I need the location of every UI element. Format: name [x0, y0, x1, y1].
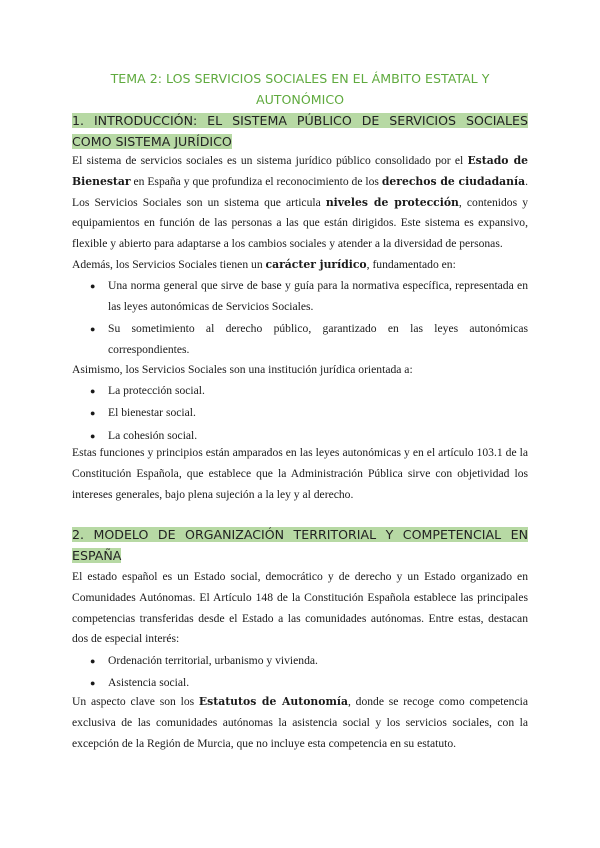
section-2-paragraph-1: El estado español es un Estado social, democrático y de derecho y un Estado organizado en Comunidades Autónomas. El Artículo 148 de la Constitución Española establece las principales competencias transferidas desde el Estado a las comunidades autónomas. Entre estas, destacan dos de especial interés:: [72, 570, 528, 646]
text-run: en España y que profundiza el reconocimiento de los: [130, 174, 382, 188]
section-1-heading-text: 1. INTRODUCCIÓN: EL SISTEMA PÚBLICO DE SERVICIOS SOCIALES COMO SISTEMA JURÍDICO: [72, 113, 528, 149]
bullet-icon: ●: [90, 678, 96, 689]
text-run: El sistema de servicios sociales es un sistema jurídico público consolidado por el: [72, 154, 468, 167]
bold-term: Estado de Bienestar: [72, 154, 528, 188]
list-item: [72, 276, 528, 318]
document-title: TEMA 2: LOS SERVICIOS SOCIALES EN EL ÁMBITO ESTATAL Y AUTONÓMICO: [110, 71, 490, 107]
text-run: Un aspecto clave son los: [72, 695, 199, 708]
bullet-icon: ●: [90, 281, 96, 291]
bold-term: Estatutos de Autonomía: [198, 695, 348, 708]
section-1-paragraph-1: [72, 151, 528, 255]
bullet-icon: ●: [90, 430, 96, 441]
section-2-heading: [72, 524, 528, 566]
section-1-paragraph-2: [72, 255, 528, 276]
bold-term: niveles de protección: [325, 195, 459, 209]
bullet-icon: ●: [90, 324, 96, 335]
section-1-heading: [72, 110, 528, 152]
section-1-paragraph-4: Estas funciones y principios están amparados en las leyes autonómicas y en el artículo 103.1 de la Constitución Española, que establece que la Administración Pública sirve con objetividad los intereses generales, bajo plena sujeción a la ley y al derecho.: [72, 446, 528, 501]
bullet-icon: ●: [90, 656, 96, 666]
section-1-list-1: [72, 276, 528, 362]
bullet-icon: ●: [90, 408, 96, 419]
section-1-list-2: [72, 381, 528, 448]
bullet-icon: ●: [90, 386, 96, 396]
list-item-text: Ordenación territorial, urbanismo y vivienda.: [108, 654, 318, 667]
section-2-paragraph-2: [72, 692, 528, 754]
list-item: [72, 319, 528, 361]
section-2-heading-text: 2. MODELO DE ORGANIZACIÓN TERRITORIAL Y COMPETENCIAL EN ESPAÑA: [72, 527, 528, 563]
list-item-text: Una norma general que sirve de base y guía para la normativa específica, representada en las leyes autonómicas de Servicios Sociales.: [108, 279, 528, 313]
list-item-text: La protección social.: [108, 384, 205, 397]
section-2-list: [72, 651, 528, 696]
text-run: , donde se recoge como competencia exclusiva de las comunidades autónomas la asistencia social y los servicios sociales, con la excepción de la Región de Murcia, que no incluye esta competencia en su estatuto.: [72, 695, 528, 750]
list-item-text: Asistencia social.: [108, 676, 190, 690]
text-run: . Los Servicios Sociales son un sistema que articula: [72, 174, 528, 209]
list-item-text: La cohesión social.: [108, 428, 198, 442]
bold-term: carácter jurídico: [265, 258, 367, 271]
text-run: , contenidos y equipamientos en función de las personas a las que están dirigidos. Este sistema es expansivo, flexible y abierto para adaptarse a los cambios sociales y atender a la diversidad de personas.: [72, 195, 528, 251]
list-item-text: Su sometimiento al derecho público, garantizado en las leyes autonómicas correspondientes.: [108, 322, 528, 356]
list-item: [72, 381, 528, 402]
text-run: Además, los Servicios Sociales tienen un: [72, 258, 266, 271]
section-1-paragraph-3: Asimismo, los Servicios Sociales son una institución jurídica orientada a:: [72, 363, 413, 376]
bold-term: derechos de ciudadanía: [381, 174, 526, 188]
list-item-text: El bienestar social.: [108, 406, 196, 420]
list-item: [72, 403, 528, 424]
list-item: [72, 651, 528, 672]
text-run: , fundamentado en:: [366, 258, 456, 271]
